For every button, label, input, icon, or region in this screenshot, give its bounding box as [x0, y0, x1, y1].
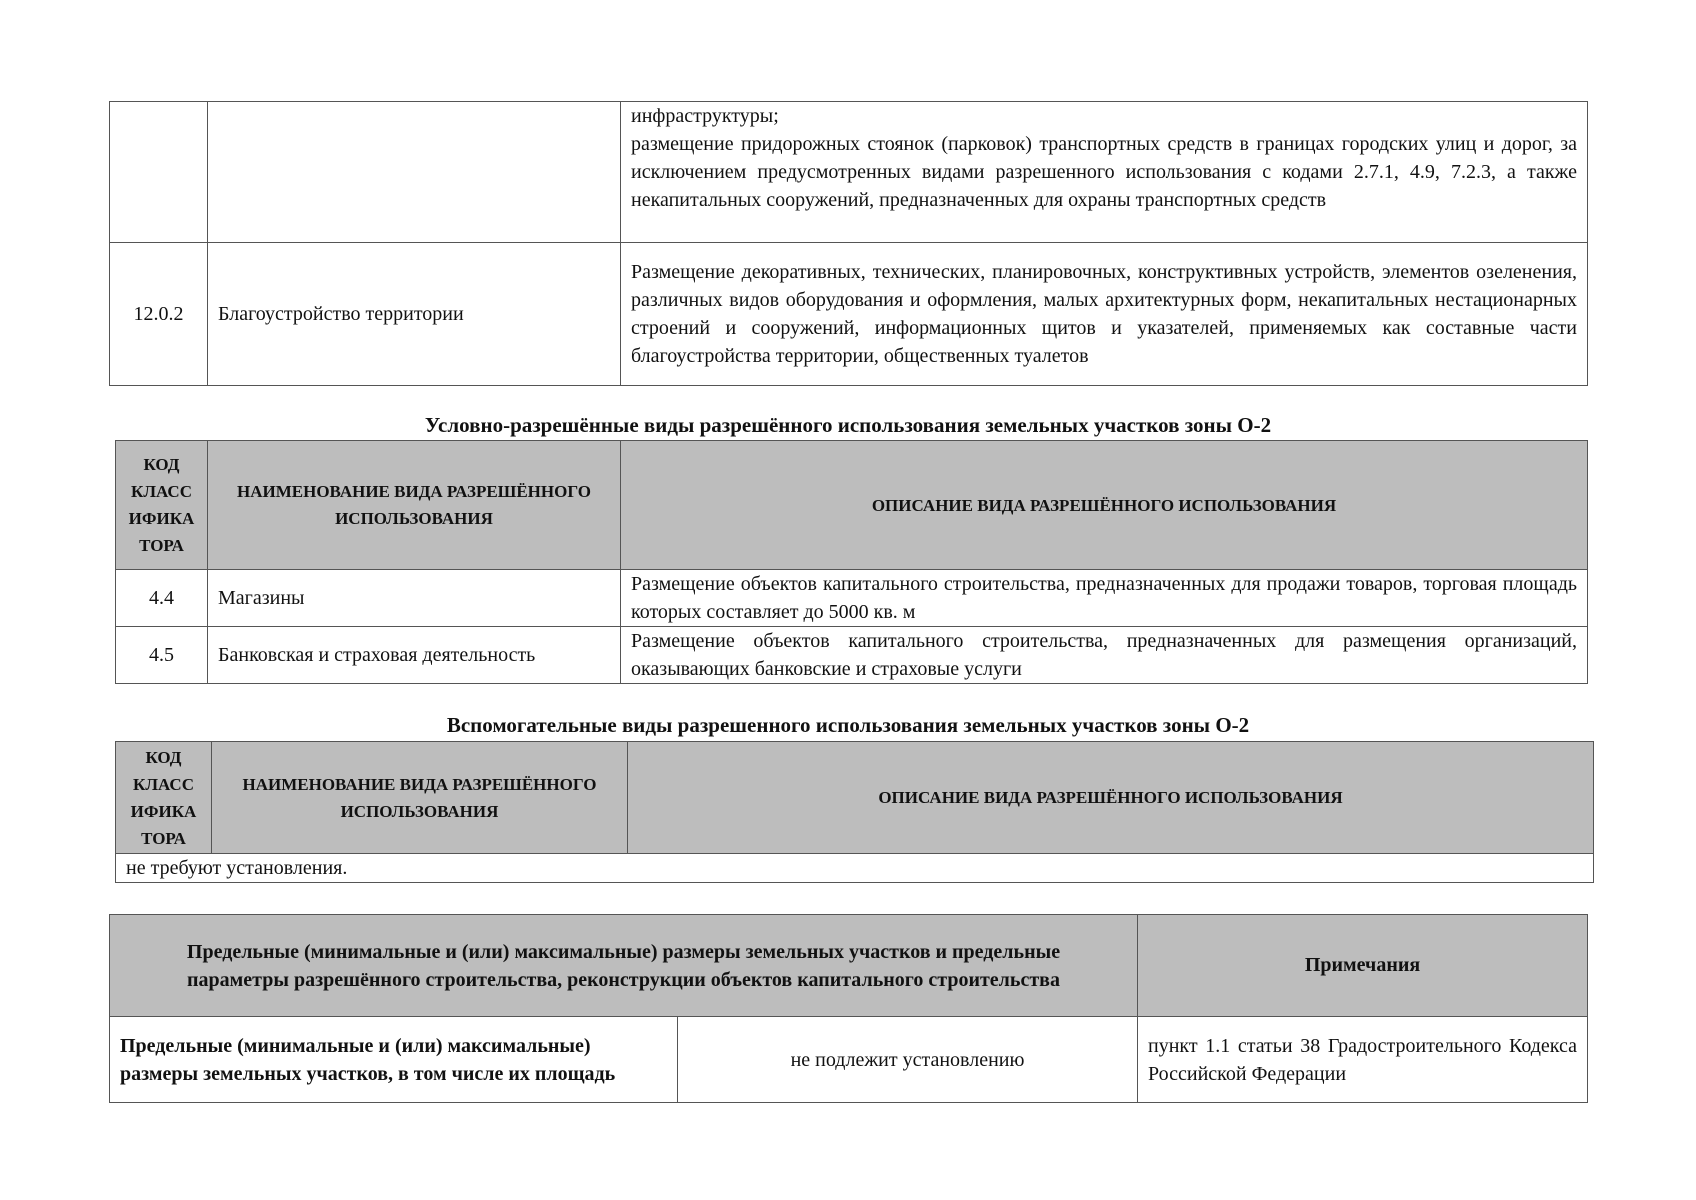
name-cell — [208, 102, 621, 243]
parameter-cell: Предельные (минимальные и (или) максимальные) размеры земельных участков, в том числе их площадь — [110, 1017, 678, 1103]
code-cell: 12.0.2 — [110, 243, 208, 386]
limits-table — [109, 914, 1588, 1103]
description-cell — [621, 102, 1588, 243]
note-cell: пункт 1.1 статьи 38 Градостроительного Кодекса Российской Федерации — [1138, 1017, 1588, 1103]
table-header-row — [116, 441, 1588, 570]
description-header: ОПИСАНИЕ ВИДА РАЗРЕШЁННОГО ИСПОЛЬЗОВАНИЯ — [621, 441, 1588, 570]
description-cell: Размещение объектов капитального строительства, предназначенных для размещения организаций, оказывающих банковские и страховые услуги — [621, 627, 1588, 684]
top-table — [109, 101, 1588, 386]
name-cell: Магазины — [208, 570, 621, 627]
name-cell: Банковская и страховая деятельность — [208, 627, 621, 684]
description-cell: Размещение объектов капитального строительства, предназначенных для продажи товаров, торговая площадь которых составляет до 5000 кв. м — [621, 570, 1588, 627]
limits-main-header: Предельные (минимальные и (или) максимальные) размеры земельных участков и предельные параметры разрешённого строительства, реконструкции объектов капитального строительства — [110, 915, 1138, 1017]
table-header-row — [110, 915, 1588, 1017]
table-row — [110, 102, 1588, 243]
code-cell: 4.4 — [116, 570, 208, 627]
name-header: НАИМЕНОВАНИЕ ВИДА РАЗРЕШЁННОГО ИСПОЛЬЗОВАНИЯ — [212, 742, 628, 854]
code-cell — [110, 102, 208, 243]
table-row — [116, 854, 1594, 883]
note-cell: не требуют установления. — [116, 854, 1594, 883]
table-header-row — [116, 742, 1594, 854]
description-line: размещение придорожных стоянок (парковок) транспортных средств в границах городских улиц и дорог, за исключением предусмотренных видами разрешенного использования с кодами 2.7.1, 4.9, 7.2.3, а также некапитальных сооружений, предназначенных для охраны транспортных средств — [631, 133, 1577, 211]
description-header: ОПИСАНИЕ ВИДА РАЗРЕШЁННОГО ИСПОЛЬЗОВАНИЯ — [628, 742, 1594, 854]
limits-notes-header: Примечания — [1138, 915, 1588, 1017]
description-line: инфраструктуры; — [631, 105, 779, 127]
table-row — [110, 1017, 1588, 1103]
code-header: КОД КЛАСС ИФИКА ТОРА — [116, 441, 208, 570]
table-row — [116, 627, 1588, 684]
auxiliary-table — [115, 741, 1594, 883]
name-cell: Благоустройство территории — [208, 243, 621, 386]
code-cell: 4.5 — [116, 627, 208, 684]
auxiliary-section-title: Вспомогательные виды разрешенного использования земельных участков зоны О-2 — [446, 713, 1250, 737]
table-row — [110, 243, 1588, 386]
description-cell: Размещение декоративных, технических, планировочных, конструктивных устройств, элементов озеленения, различных видов оборудования и оформления, малых архитектурных форм, некапитальных нестационарных строений и сооружений, информационных щитов и указателей, применяемых как составные части благоустройства территории, общественных туалетов — [621, 243, 1588, 386]
name-header: НАИМЕНОВАНИЕ ВИДА РАЗРЕШЁННОГО ИСПОЛЬЗОВАНИЯ — [208, 441, 621, 570]
table-row — [116, 570, 1588, 627]
conditional-section-title: Условно-разрешённые виды разрешённого использования земельных участков зоны О-2 — [424, 413, 1272, 437]
conditional-table — [115, 440, 1588, 684]
value-cell: не подлежит установлению — [678, 1017, 1138, 1103]
code-header: КОД КЛАСС ИФИКА ТОРА — [116, 742, 212, 854]
